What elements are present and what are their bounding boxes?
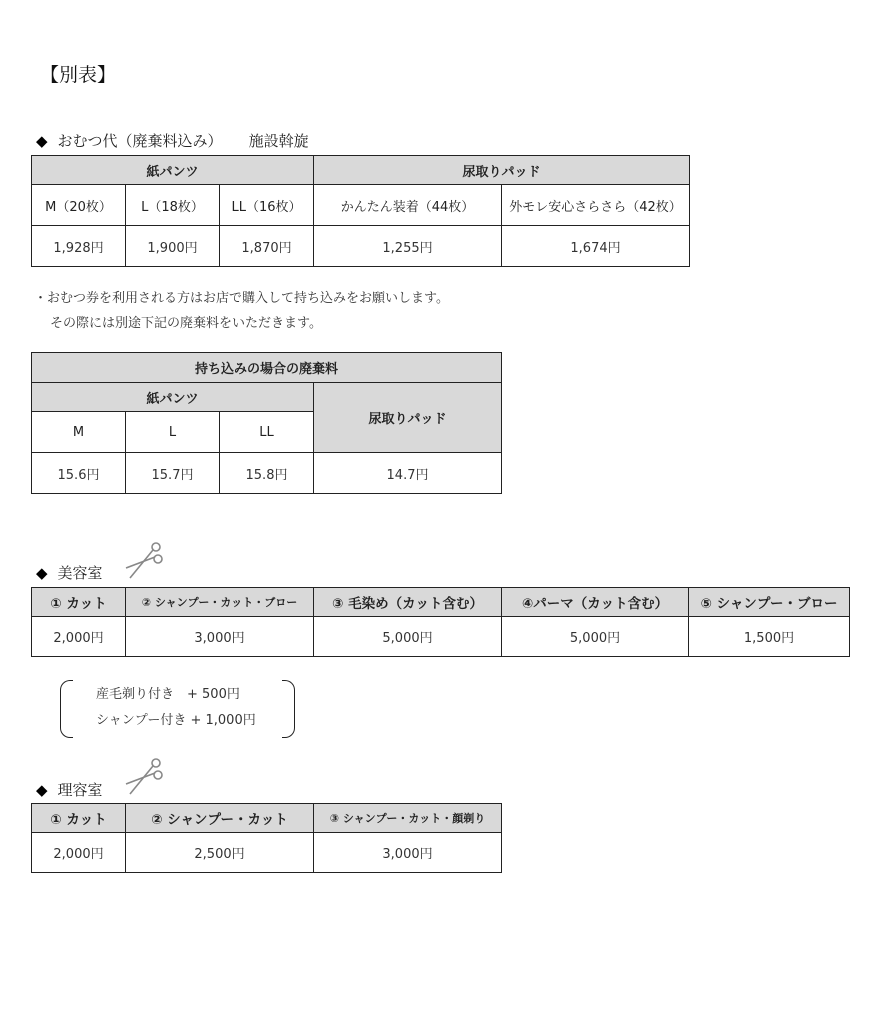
diaper-item-price: 1,900円 (126, 226, 220, 267)
barber-heading-label: 理容室 (57, 781, 103, 799)
barber-header: ① カット (32, 804, 126, 833)
beauty-header: ⑤ シャンプー・ブロー (689, 588, 850, 617)
diaper-heading (36, 130, 309, 151)
barber-header: ③ シャンプー・カット・顔剃り (314, 804, 502, 833)
diaper-item-label: かんたん装着（44枚） (314, 185, 502, 226)
beauty-price: 1,500円 (689, 617, 850, 657)
diaper-item-label: LL（16枚） (220, 185, 314, 226)
beauty-price: 2,000円 (32, 617, 126, 657)
diaper-heading-sub: 施設斡旋 (248, 132, 309, 150)
beauty-price: 3,000円 (126, 617, 314, 657)
left-bracket (60, 680, 73, 738)
diaper-item-price: 1,870円 (220, 226, 314, 267)
diaper-table (31, 155, 690, 267)
beauty-option-2: シャンプー付き + 1,000円 (96, 713, 256, 728)
page-title: 【別表】 (40, 64, 117, 86)
beauty-table (31, 587, 850, 657)
diaper-item-price: 1,674円 (502, 226, 690, 267)
diaper-item-label: L（18枚） (126, 185, 220, 226)
barber-heading (36, 779, 103, 800)
beauty-heading-label: 美容室 (57, 564, 103, 582)
beauty-header: ④パーマ（カット含む） (502, 588, 689, 617)
disposal-group-pants: 紙パンツ (32, 383, 314, 412)
barber-header: ② シャンプー・カット (126, 804, 314, 833)
disposal-pad: 尿取りパッド (314, 383, 502, 453)
beauty-option-1: 産毛剃り付き + 500円 (96, 687, 240, 702)
note-line-1: ・おむつ券を利用される方はお店で購入して持ち込みをお願いします。 (34, 291, 449, 306)
barber-price: 3,000円 (314, 833, 502, 873)
beauty-price: 5,000円 (314, 617, 502, 657)
diaper-heading-label: おむつ代（廃棄料込み） (57, 132, 223, 150)
beauty-header: ① カット (32, 588, 126, 617)
diaper-group-pad: 尿取りパッド (314, 156, 690, 185)
diaper-item-price: 1,255円 (314, 226, 502, 267)
disposal-size: M (32, 412, 126, 453)
disposal-price: 14.7円 (314, 453, 502, 494)
beauty-header: ② シャンプー・カット・ブロー (126, 588, 314, 617)
beauty-heading (36, 562, 103, 583)
barber-price: 2,000円 (32, 833, 126, 873)
scissors-icon (122, 538, 168, 582)
diaper-item-price: 1,928円 (32, 226, 126, 267)
disposal-size: LL (220, 412, 314, 453)
beauty-header: ③ 毛染め（カット含む） (314, 588, 502, 617)
disposal-price: 15.7円 (126, 453, 220, 494)
barber-price: 2,500円 (126, 833, 314, 873)
diaper-group-pants: 紙パンツ (32, 156, 314, 185)
disposal-price: 15.8円 (220, 453, 314, 494)
barber-table (31, 803, 502, 873)
diaper-item-label: 外モレ安心さらさら（42枚） (502, 185, 690, 226)
diamond-bullet-icon: ◆ (36, 563, 48, 582)
diamond-bullet-icon: ◆ (36, 780, 48, 799)
disposal-price: 15.6円 (32, 453, 126, 494)
diaper-item-label: M（20枚） (32, 185, 126, 226)
diamond-bullet-icon: ◆ (36, 131, 48, 150)
beauty-price: 5,000円 (502, 617, 689, 657)
disposal-table (31, 352, 502, 494)
scissors-icon (122, 754, 168, 798)
right-bracket (282, 680, 295, 738)
disposal-size: L (126, 412, 220, 453)
note-line-2: その際には別途下記の廃棄料をいただきます。 (50, 316, 322, 331)
beauty-options (60, 680, 295, 738)
disposal-title: 持ち込みの場合の廃棄料 (32, 353, 502, 383)
